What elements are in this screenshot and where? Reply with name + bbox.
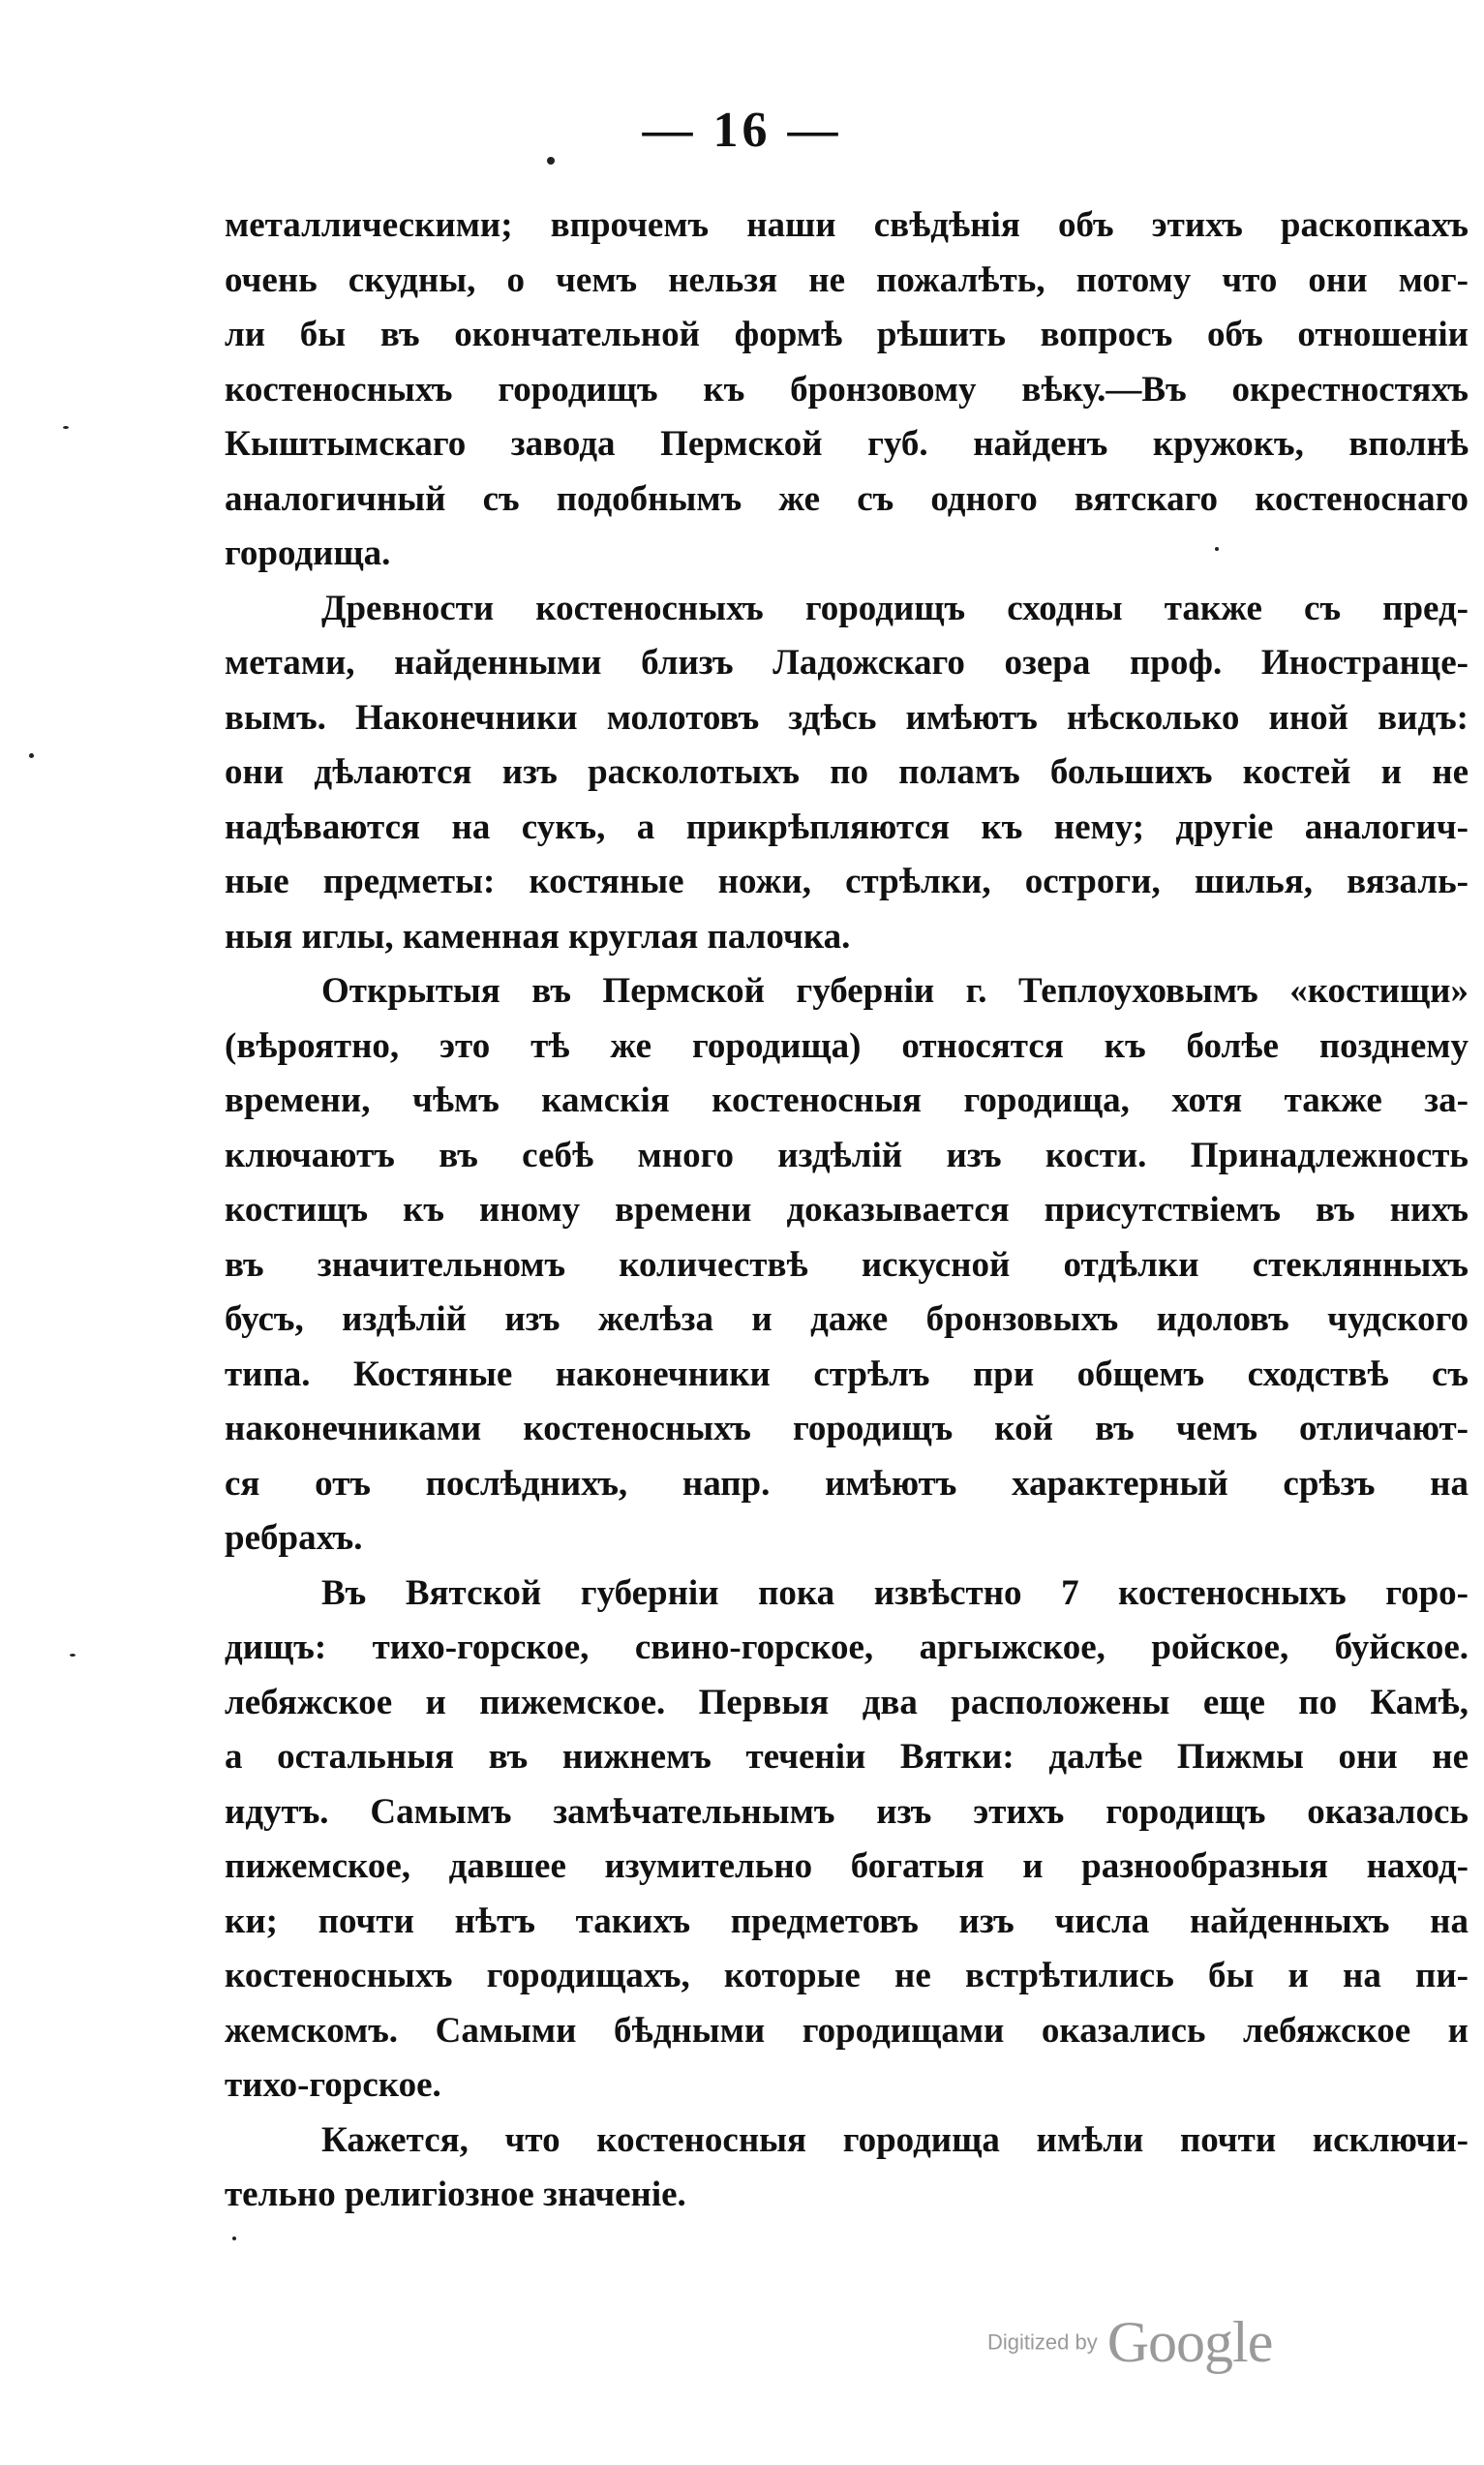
text-line: а остальныя въ нижнемъ теченіи Вятки: далѣе Пижмы они не: [225, 1737, 1469, 1777]
text-line: Древности костеносныхъ городищъ сходны также съ пред-: [321, 588, 1469, 628]
text-line: вымъ. Наконечники молотовъ здѣсь имѣютъ нѣсколько иной видъ:: [225, 697, 1469, 738]
scan-speck: [1215, 547, 1219, 551]
paragraph-2: [225, 582, 1469, 965]
text-line: ся отъ послѣднихъ, напр. имѣютъ характерный срѣзъ на: [225, 1463, 1469, 1504]
text-line: (вѣроятно, это тѣ же городища) относятся къ болѣе позднему: [225, 1025, 1469, 1066]
text-line: металлическими; впрочемъ наши свѣдѣнія объ этихъ раскопкахъ: [225, 205, 1469, 245]
text-line: времени, чѣмъ камскія костеносныя городища, хотя также за-: [225, 1080, 1469, 1120]
scan-speck: [63, 426, 69, 429]
text-line: Въ Вятской губерніи пока извѣстно 7 костеносныхъ горо-: [321, 1572, 1469, 1613]
text-line: Кажется, что костеносныя городища имѣли почти исключи-: [321, 2119, 1469, 2160]
page-number: — 16 —: [642, 103, 842, 158]
text-line: ли бы въ окончательной формѣ рѣшить вопросъ объ отношеніи: [225, 315, 1469, 354]
watermark-prefix: Digitized by: [987, 2329, 1098, 2355]
text-line: очень скудны, о чемъ нельзя не пожалѣть, потому что они мог-: [225, 259, 1469, 300]
body-text: [225, 198, 1469, 2223]
paragraph-5: [225, 2114, 1469, 2223]
paragraph-4: [225, 1567, 1469, 2114]
text-line: аналогичный съ подобнымъ же съ одного вятскаго костеноснаго: [225, 478, 1469, 519]
text-line: ребрахъ.: [225, 1518, 363, 1558]
text-line: жемскомъ. Самыми бѣдными городищами оказались лебяжское и: [225, 2010, 1469, 2051]
text-line: костищъ къ иному времени доказывается присутствіемъ въ нихъ: [225, 1190, 1469, 1230]
text-line: ные предметы: костяные ножи, стрѣлки, остроги, шилья, вязаль-: [225, 862, 1469, 901]
text-line: костеносныхъ городищъ къ бронзовому вѣку.—Въ окрестностяхъ: [225, 369, 1469, 410]
text-line: дищъ: тихо-горское, свино-горское, аргыжское, ройское, буйское.: [225, 1628, 1469, 1667]
paragraph-3: [225, 964, 1469, 1567]
text-line: тельно религіозное значеніе.: [225, 2175, 686, 2214]
scan-speck: [70, 1654, 76, 1657]
text-line: ки; почти нѣтъ такихъ предметовъ изъ числа найденныхъ на: [225, 1901, 1469, 1941]
text-line: тихо-горское.: [225, 2065, 441, 2105]
text-line: Открытыя въ Пермской губерніи г. Теплоуховымъ «костищи»: [321, 971, 1469, 1011]
text-line: пижемское, давшее изумительно богатыя и разнообразныя наход-: [225, 1846, 1469, 1886]
text-line: въ значительномъ количествѣ искусной отдѣлки стеклянныхъ: [225, 1244, 1469, 1285]
text-line: костеносныхъ городищахъ, которые не встрѣтились бы и на пи-: [225, 1956, 1469, 1995]
scan-speck: [547, 157, 555, 165]
text-line: Кыштымскаго завода Пермской губ. найденъ кружокъ, вполнѣ: [225, 424, 1469, 464]
google-logo: Google: [1106, 2310, 1273, 2374]
text-line: городища.: [225, 533, 391, 573]
text-line: типа. Костяные наконечники стрѣлъ при общемъ сходствѣ съ: [225, 1354, 1469, 1394]
scan-speck: [232, 2237, 236, 2240]
text-line: надѣваются на сукъ, а прикрѣпляются къ нему; другіе аналогич-: [225, 806, 1469, 847]
text-line: ключаютъ въ себѣ много издѣлій изъ кости. Принадлежность: [225, 1135, 1469, 1175]
text-line: бусъ, издѣлій изъ желѣза и даже бронзовыхъ идоловъ чудского: [225, 1299, 1469, 1339]
text-line: лебяжское и пижемское. Первыя два расположены еще по Камѣ,: [225, 1682, 1469, 1722]
text-line: они дѣлаются изъ расколотыхъ по поламъ большихъ костей и не: [225, 752, 1469, 792]
scan-speck: [29, 753, 34, 758]
text-line: наконечниками костеносныхъ городищъ кой въ чемъ отличают-: [225, 1409, 1469, 1448]
text-line: метами, найденными близъ Ладожскаго озера проф. Иностранце-: [225, 643, 1469, 683]
text-line: идутъ. Самымъ замѣчательнымъ изъ этихъ городищъ оказалось: [225, 1791, 1469, 1832]
digitized-by-google-watermark: [987, 2309, 1272, 2376]
text-line: ныя иглы, каменная круглая палочка.: [225, 916, 851, 957]
paragraph-1: [225, 198, 1469, 582]
